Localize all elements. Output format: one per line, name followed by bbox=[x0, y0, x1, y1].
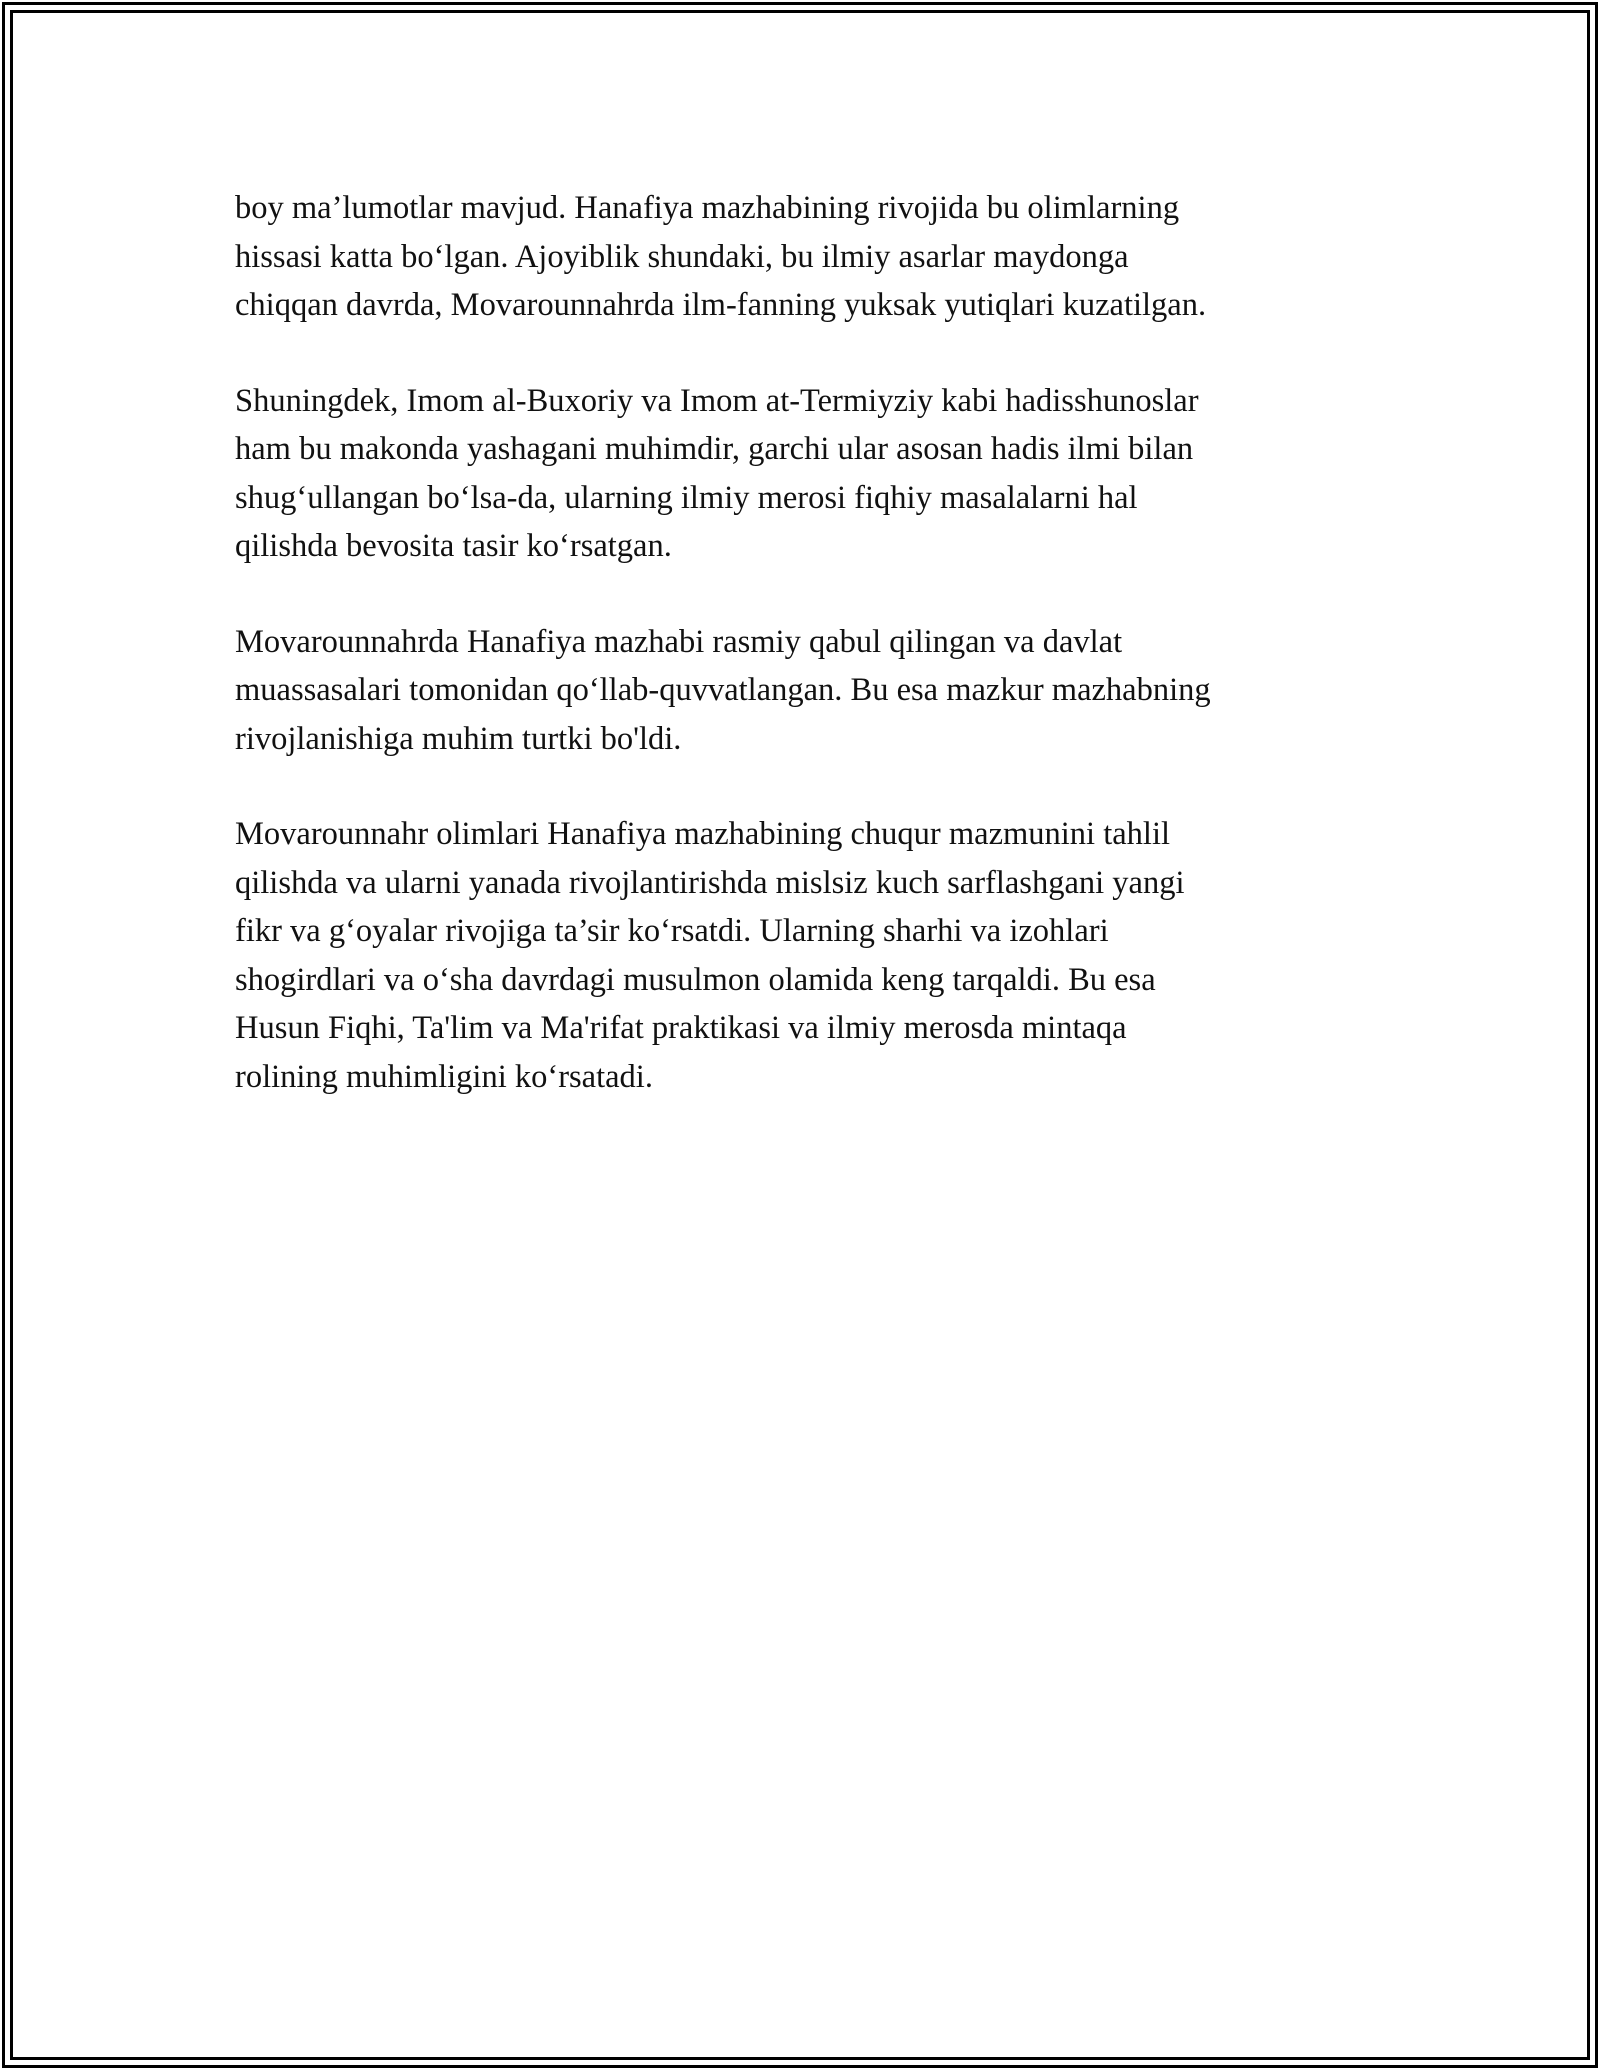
paragraph-2 bbox=[235, 377, 1365, 571]
text-line: Husun Fiqhi, Ta'lim va Ma'rifat praktikasi va ilmiy merosda mintaqa bbox=[235, 1010, 1127, 1046]
text-line: ham bu makonda yashagani muhimdir, garchi ular asosan hadis ilmi bilan bbox=[235, 431, 1194, 467]
paragraph-1 bbox=[235, 184, 1365, 330]
text-line: qilishda bevosita tasir ko‘rsatgan. bbox=[235, 528, 672, 564]
document-body bbox=[235, 184, 1365, 1148]
text-line: rolining muhimligini ko‘rsatadi. bbox=[235, 1058, 653, 1095]
paragraph-4 bbox=[235, 810, 1365, 1101]
text-line: fikr va g‘oyalar rivojiga ta’sir ko‘rsatdi. Ularning sharhi va izohlari bbox=[235, 913, 1109, 949]
text-line: qilishda va ularni yanada rivojlantirishda mislsiz kuch sarflashgani yangi bbox=[235, 864, 1185, 901]
text-line: shug‘ullangan bo‘lsa-da, ularning ilmiy merosi fiqhiy masalalarni hal bbox=[235, 479, 1138, 516]
text-line: shogirdlari va o‘sha davrdagi musulmon olamida keng tarqaldi. Bu esa bbox=[235, 961, 1156, 998]
text-line: muassasalari tomonidan qo‘llab-quvvatlangan. Bu esa mazkur mazhabning bbox=[235, 672, 1211, 708]
text-line: hissasi katta bo‘lgan. Ajoyiblik shundaki, bu ilmiy asarlar maydonga bbox=[235, 238, 1129, 275]
text-line: boy ma’lumotlar mavjud. Hanafiya mazhabining rivojida bu olimlarning bbox=[235, 190, 1180, 226]
text-line: Shuningdek, Imom al-Buxoriy va Imom at-Termiyziy kabi hadisshunoslar bbox=[235, 382, 1199, 419]
text-line: Movarounnahrda Hanafiya mazhabi rasmiy qabul qilingan va davlat bbox=[235, 623, 1123, 660]
text-line: Movarounnahr olimlari Hanafiya mazhabining chuqur mazmunini tahlil bbox=[235, 816, 1171, 852]
text-line: chiqqan davrda, Movarounnahrda ilm-fanning yuksak yutiqlari kuzatilgan. bbox=[235, 287, 1207, 323]
paragraph-3 bbox=[235, 618, 1365, 764]
text-line: rivojlanishiga muhim turtki bo'ldi. bbox=[235, 720, 682, 757]
